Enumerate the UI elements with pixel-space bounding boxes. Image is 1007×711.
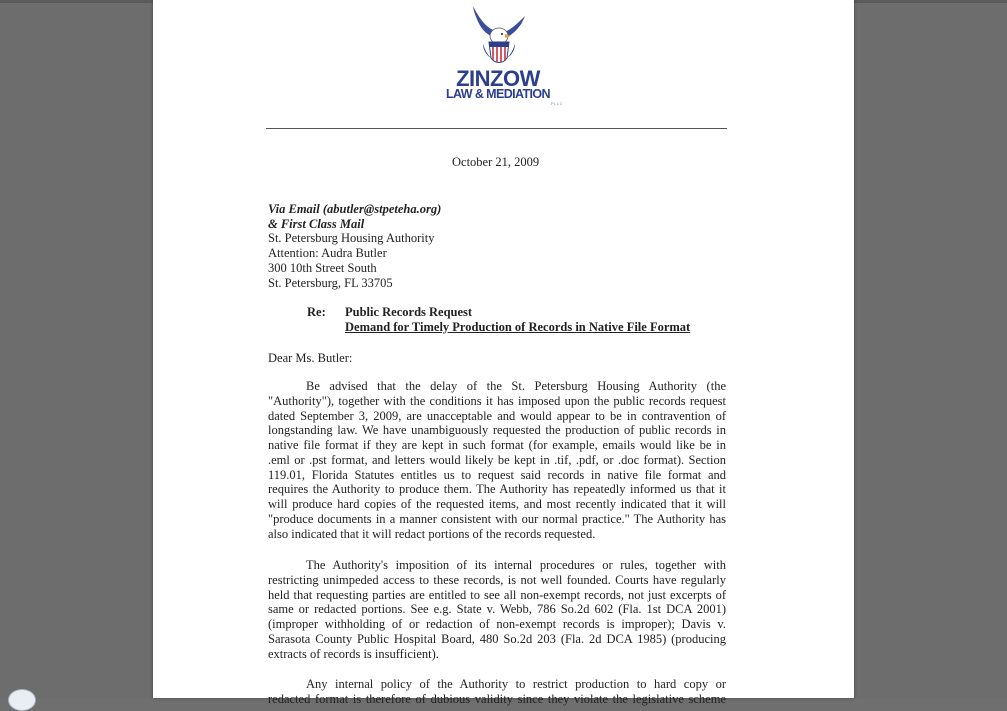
paragraph-line: Any internal policy of the Authority to restrict production to hard copy or (306, 677, 726, 691)
paragraph-internal-policy (268, 677, 726, 707)
re-subject-underlined: Demand for Timely Production of Records in Native File Format (345, 319, 691, 334)
paragraph-line: requires the Authority to produce them. The Authority has repeatedly informed us that it (268, 482, 726, 497)
recipient-street: 300 10th Street South (268, 260, 377, 275)
paragraph-authority-imposition (268, 558, 726, 661)
letter-date: October 21, 2009 (452, 155, 540, 169)
paragraph-delay (268, 379, 726, 541)
paragraph-line: .eml or .pst format, and letters would likely be kept in .tif, .pdf, or .doc format). Section (268, 452, 726, 467)
paragraph-line: "produce documents in a manner consistent with our normal practice." The Authority has (268, 511, 726, 526)
paragraph-line: 119.01, Florida Statutes entitles us to request said records in native file format and (268, 467, 726, 482)
paragraph-line: (improper withholding of or redaction of non-exempt records is improper); Davis v. (268, 617, 726, 631)
paragraph-line: Sarasota County Public Hospital Board, 480 So.2d 203 (Fla. 2d DCA 1985) (producing (268, 631, 726, 646)
recipient-attention: Attention: Audra Butler (268, 246, 387, 261)
re-subject-block (345, 305, 690, 334)
salutation: Dear Ms. Butler: (268, 351, 353, 365)
viewer-control-button[interactable] (8, 689, 36, 711)
paragraph-line: redacted format is therefore of dubious validity since they violate the legislative scheme (268, 691, 726, 706)
paragraph-line: also indicated that it will redact portions of the records requested. (268, 526, 596, 541)
paragraph-line: same or redacted portions. See e.g. State v. Webb, 786 So.2d 602 (Fla. 1st DCA 2001) (268, 602, 726, 617)
letterhead-divider (266, 128, 727, 129)
paragraph-line: The Authority's imposition of its internal procedures or rules, together with (306, 558, 726, 572)
paragraph-line: native file format if they are kept in such format (for example, emails would like be in (268, 438, 726, 452)
firm-logo (423, 0, 573, 108)
document-page (153, 0, 854, 706)
firm-subtitle: LAW & MEDIATION (446, 87, 550, 101)
recipient-address-block (268, 202, 441, 290)
paragraph-line: restricting unimpeded access to these records, is not well founded. Courts have regularly (268, 572, 726, 587)
firm-name: ZINZOW (456, 66, 540, 91)
paragraph-line: Be advised that the delay of the St. Petersburg Housing Authority (the (306, 379, 726, 393)
paragraph-line: will produce hard copies of the requested items, and most recently indicated that it will (268, 497, 726, 511)
firm-suffix: PLLC (551, 101, 564, 106)
eagle-icon (461, 0, 535, 70)
recipient-organization: St. Petersburg Housing Authority (268, 231, 435, 246)
delivery-method-mail: & First Class Mail (268, 216, 365, 231)
paragraph-line: dated September 3, 2009, are unacceptable and would appear to be in contravention of (268, 408, 726, 423)
re-subject: Public Records Request (345, 305, 473, 319)
re-label: Re: (307, 305, 326, 319)
delivery-method-email: Via Email (abutler@stpeteha.org) (268, 202, 442, 216)
recipient-city: St. Petersburg, FL 33705 (268, 275, 393, 290)
paragraph-line: extracts of records is insufficient). (268, 646, 439, 661)
paragraph-line: held that requesting parties are entitled to see all non-exempt records, not just excerpts of (268, 587, 726, 602)
paragraph-line: longstanding law. We have unambiguously requested the production of public records in (268, 423, 726, 438)
paragraph-line: "Authority"), together with the conditions it has imposed upon the public records request (268, 393, 726, 408)
